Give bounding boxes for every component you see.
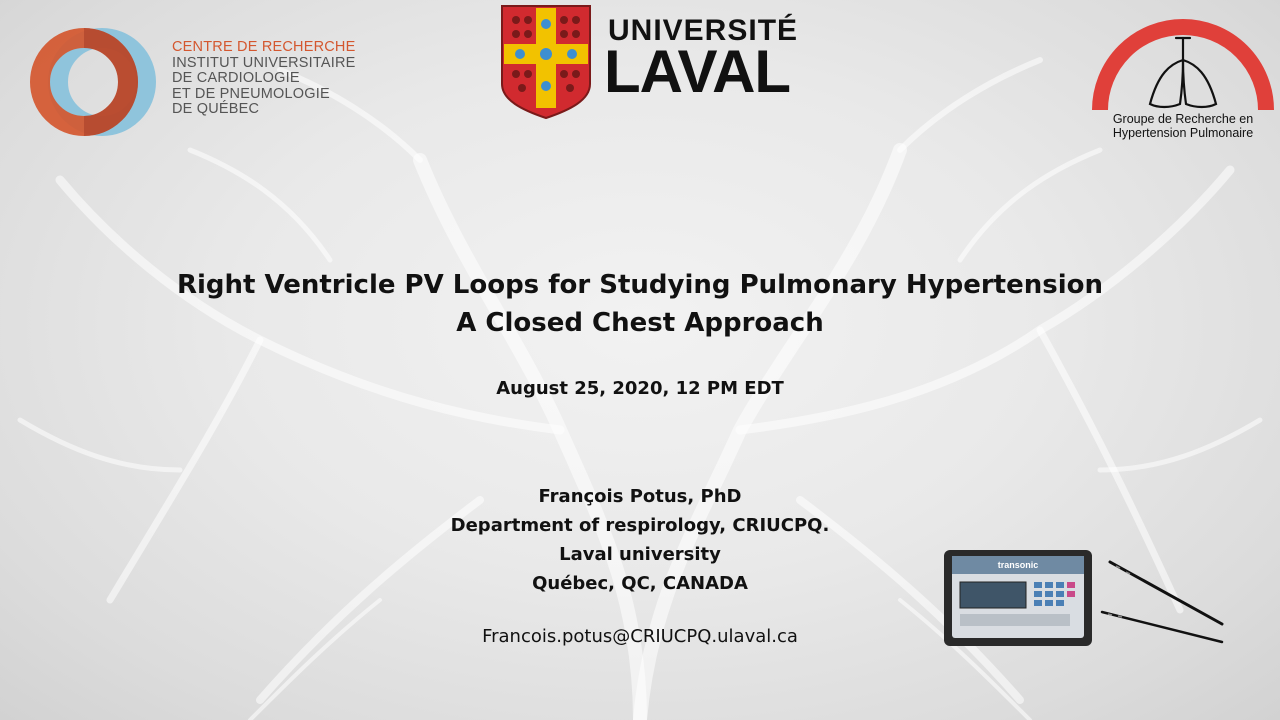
crc-line: INSTITUT UNIVERSITAIRE (172, 54, 356, 71)
title-line-2: A Closed Chest Approach (456, 308, 824, 338)
lungs-arc-icon (1090, 4, 1276, 114)
crc-text (172, 40, 356, 118)
author-block (380, 482, 900, 598)
grhp-line: Hypertension Pulmonaire (1112, 126, 1254, 140)
grhp-line: Groupe de Recherche en (1112, 112, 1254, 126)
title-line-1: Right Ventricle PV Loops for Studying Pulmonary Hypertension (177, 270, 1103, 300)
device-brand: transonic (997, 560, 1039, 570)
author-department: Department of respirology, CRIUCPQ. (450, 515, 830, 536)
author-university: Laval university (559, 544, 721, 565)
laval-logo (500, 4, 799, 122)
presentation-date: August 25, 2020, 12 PM EDT (496, 378, 784, 399)
crc-line: DE QUÉBEC (172, 101, 260, 117)
laval-word-universite: UNIVERSITÉ (608, 14, 799, 47)
crc-logo (28, 26, 358, 138)
grhp-text (1090, 112, 1276, 140)
slide-title (0, 266, 1280, 342)
crc-rings-icon (28, 26, 158, 138)
laval-shield-icon (500, 4, 592, 120)
crc-line: ET DE PNEUMOLOGIE (172, 85, 330, 102)
crc-line: DE CARDIOLOGIE (172, 70, 300, 86)
author-email: Francois.potus@CRIUCPQ.ulaval.ca (482, 626, 798, 647)
pressure-volume-system-device-image (940, 548, 1230, 652)
grhp-logo (1090, 4, 1276, 144)
laval-word-laval: LAVAL (604, 38, 791, 105)
author-name: François Potus, PhD (538, 486, 742, 507)
crc-line: CENTRE DE RECHERCHE (172, 39, 356, 55)
author-location: Québec, QC, CANADA (532, 573, 748, 594)
